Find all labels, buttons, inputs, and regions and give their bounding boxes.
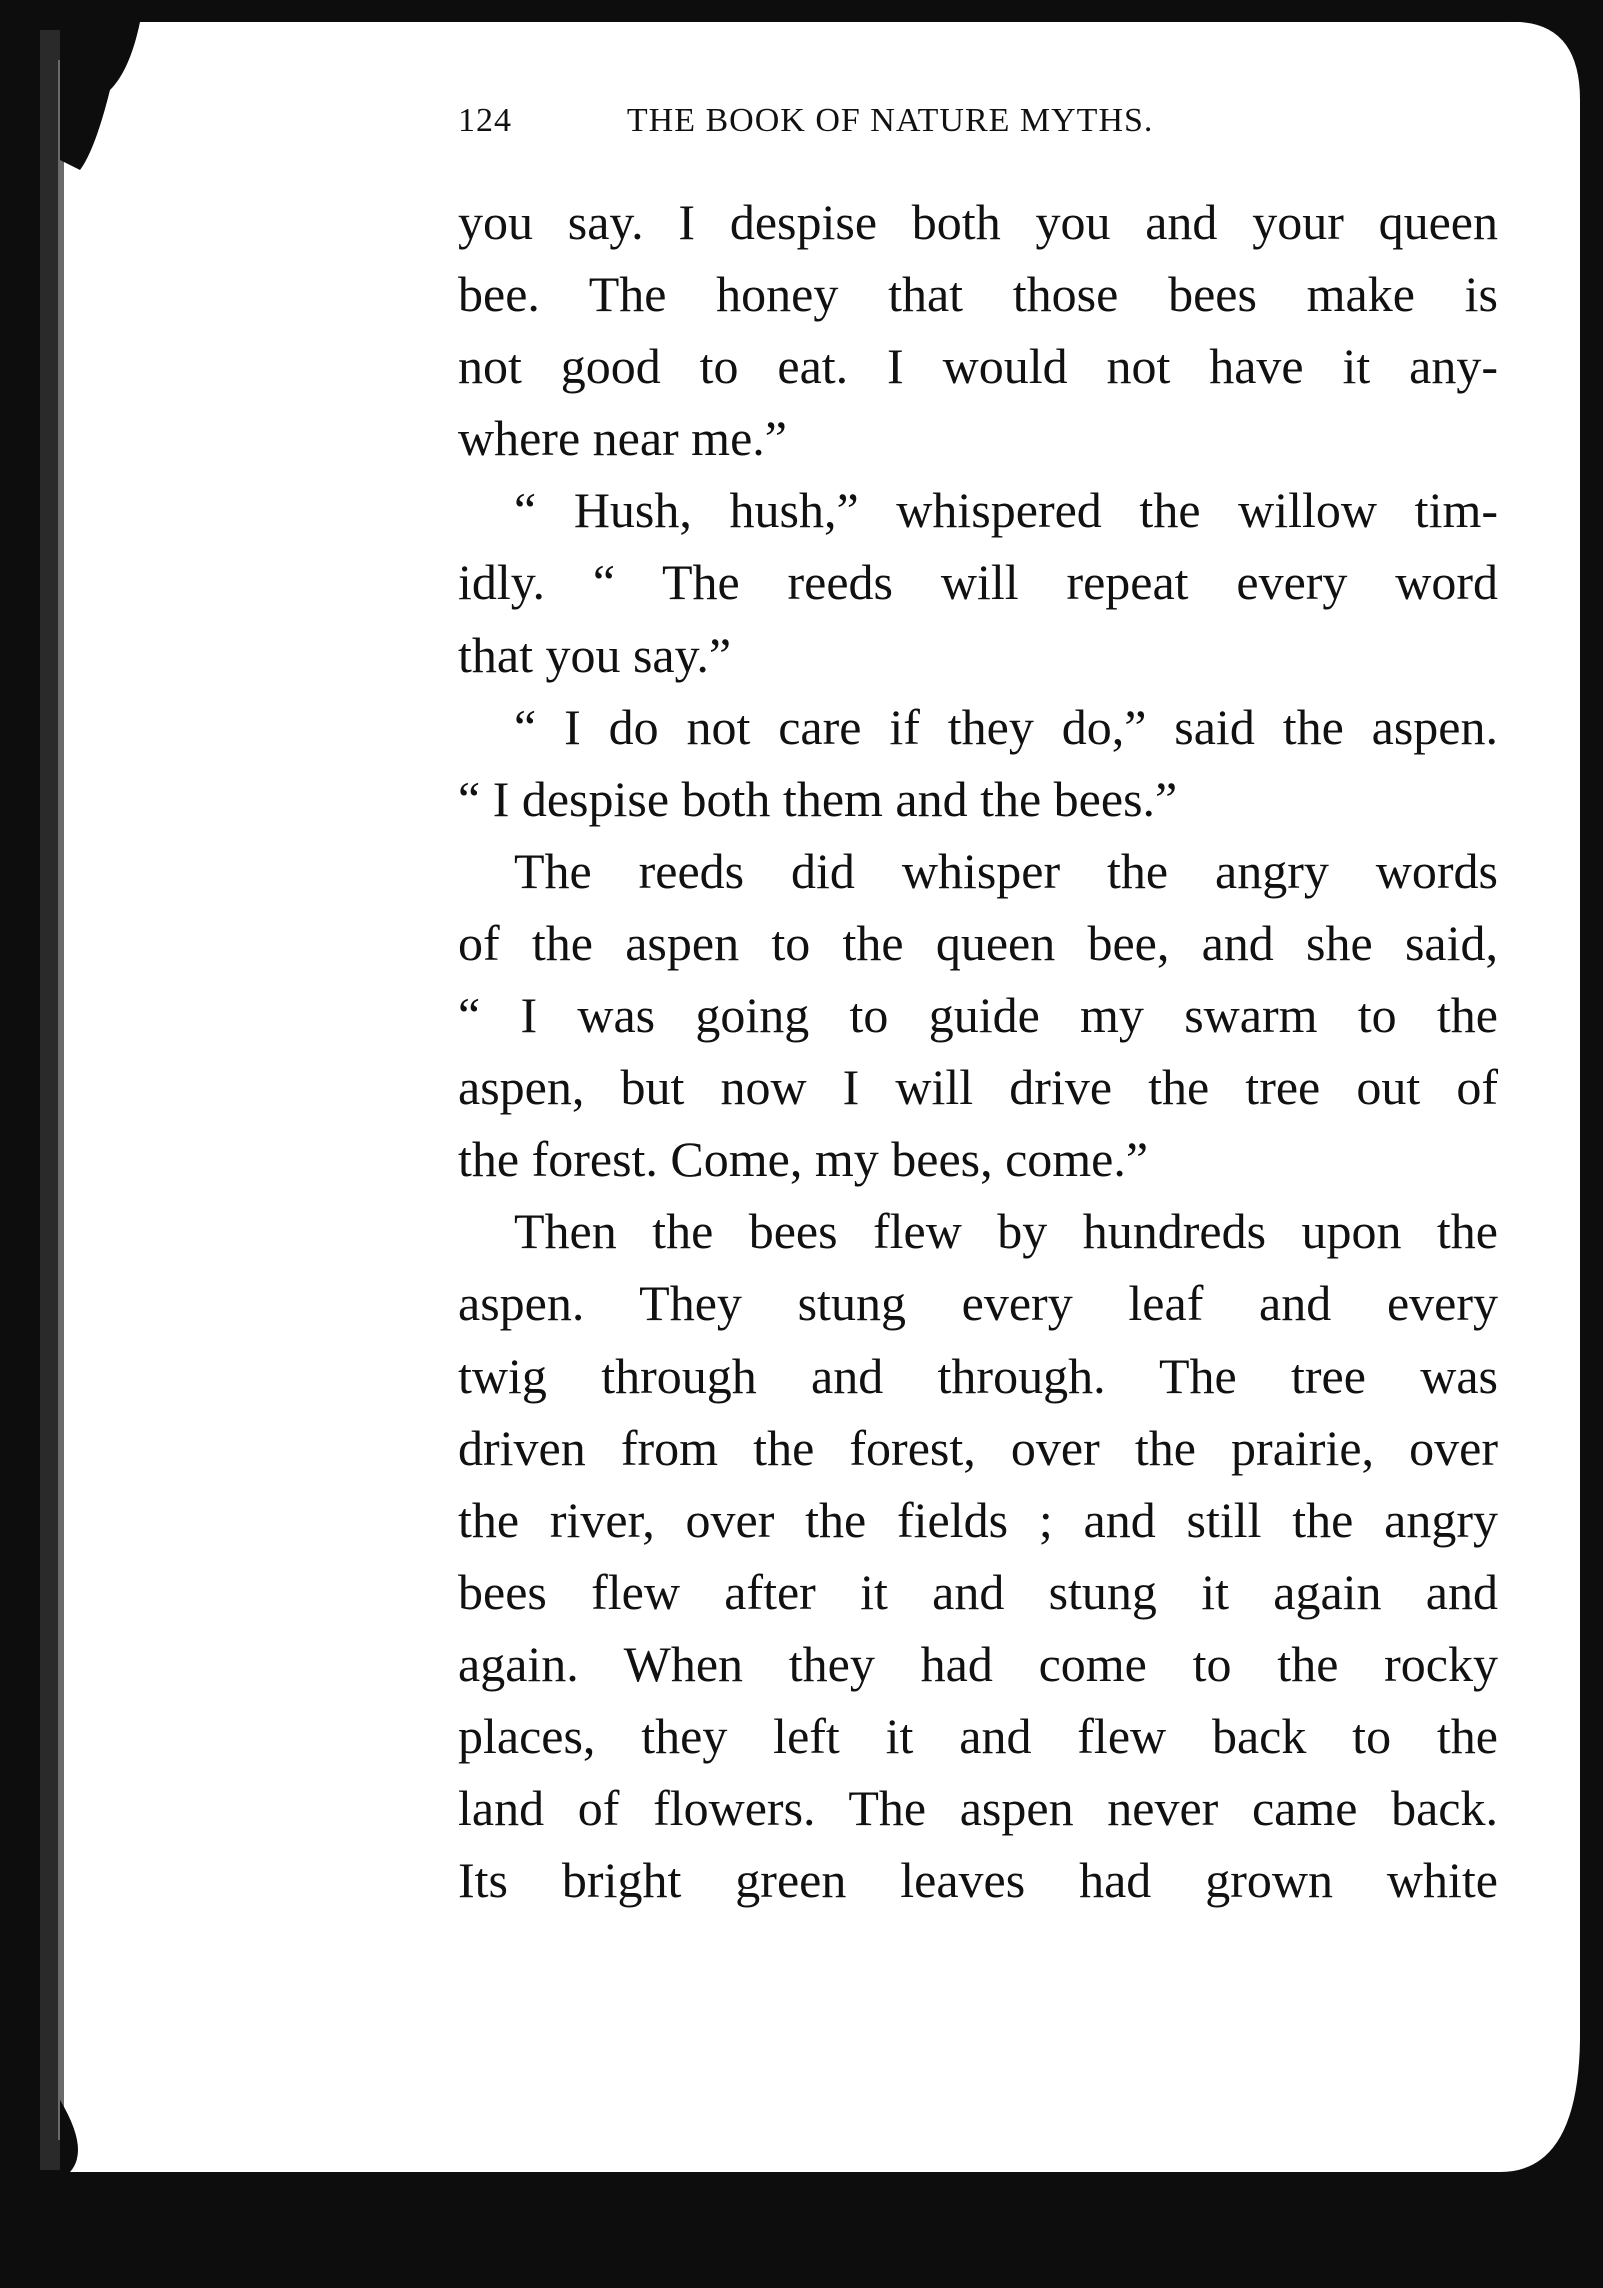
- text-line: idly. “ The reeds will repeat every word: [458, 554, 1498, 611]
- book-title: THE BOOK OF NATURE MYTHS.: [626, 102, 1154, 139]
- text-line: where near me.”: [458, 410, 787, 467]
- text-line: The reeds did whisper the angry words: [514, 842, 1498, 899]
- body-text: [458, 186, 1498, 1916]
- text-line: “ I despise both them and the bees.”: [458, 770, 1178, 827]
- text-line: “ Hush, hush,” whispered the willow tim-: [514, 482, 1498, 539]
- text-line: driven from the forest, over the prairie, over: [458, 1419, 1498, 1476]
- text-line: the river, over the fields ; and still the angry: [458, 1491, 1498, 1548]
- text-line: Its bright green leaves had grown white: [458, 1852, 1498, 1909]
- text-line: bee. The honey that those bees make is: [458, 266, 1498, 323]
- text-line: Then the bees flew by hundreds upon the: [514, 1203, 1498, 1260]
- text-line: aspen, but now I will drive the tree out of: [458, 1059, 1498, 1116]
- text-line: bees flew after it and stung it again and: [458, 1563, 1498, 1620]
- page-number: 124: [458, 102, 512, 139]
- text-line: again. When they had come to the rocky: [458, 1635, 1498, 1692]
- text-line: land of flowers. The aspen never came back.: [458, 1780, 1498, 1837]
- text-line: the forest. Come, my bees, come.”: [458, 1131, 1149, 1188]
- text-line: aspen. They stung every leaf and every: [458, 1275, 1498, 1332]
- text-line: “ I do not care if they do,” said the aspen.: [514, 698, 1498, 755]
- text-line: of the aspen to the queen bee, and she said,: [458, 914, 1498, 971]
- text-line: “ I was going to guide my swarm to the: [458, 987, 1498, 1044]
- text-line: places, they left it and flew back to the: [458, 1707, 1498, 1764]
- text-line: not good to eat. I would not have it any-: [458, 338, 1498, 395]
- text-line: you say. I despise both you and your queen: [458, 194, 1498, 250]
- running-head: [458, 102, 1498, 140]
- text-line: twig through and through. The tree was: [458, 1347, 1498, 1404]
- text-line: that you say.”: [458, 626, 732, 683]
